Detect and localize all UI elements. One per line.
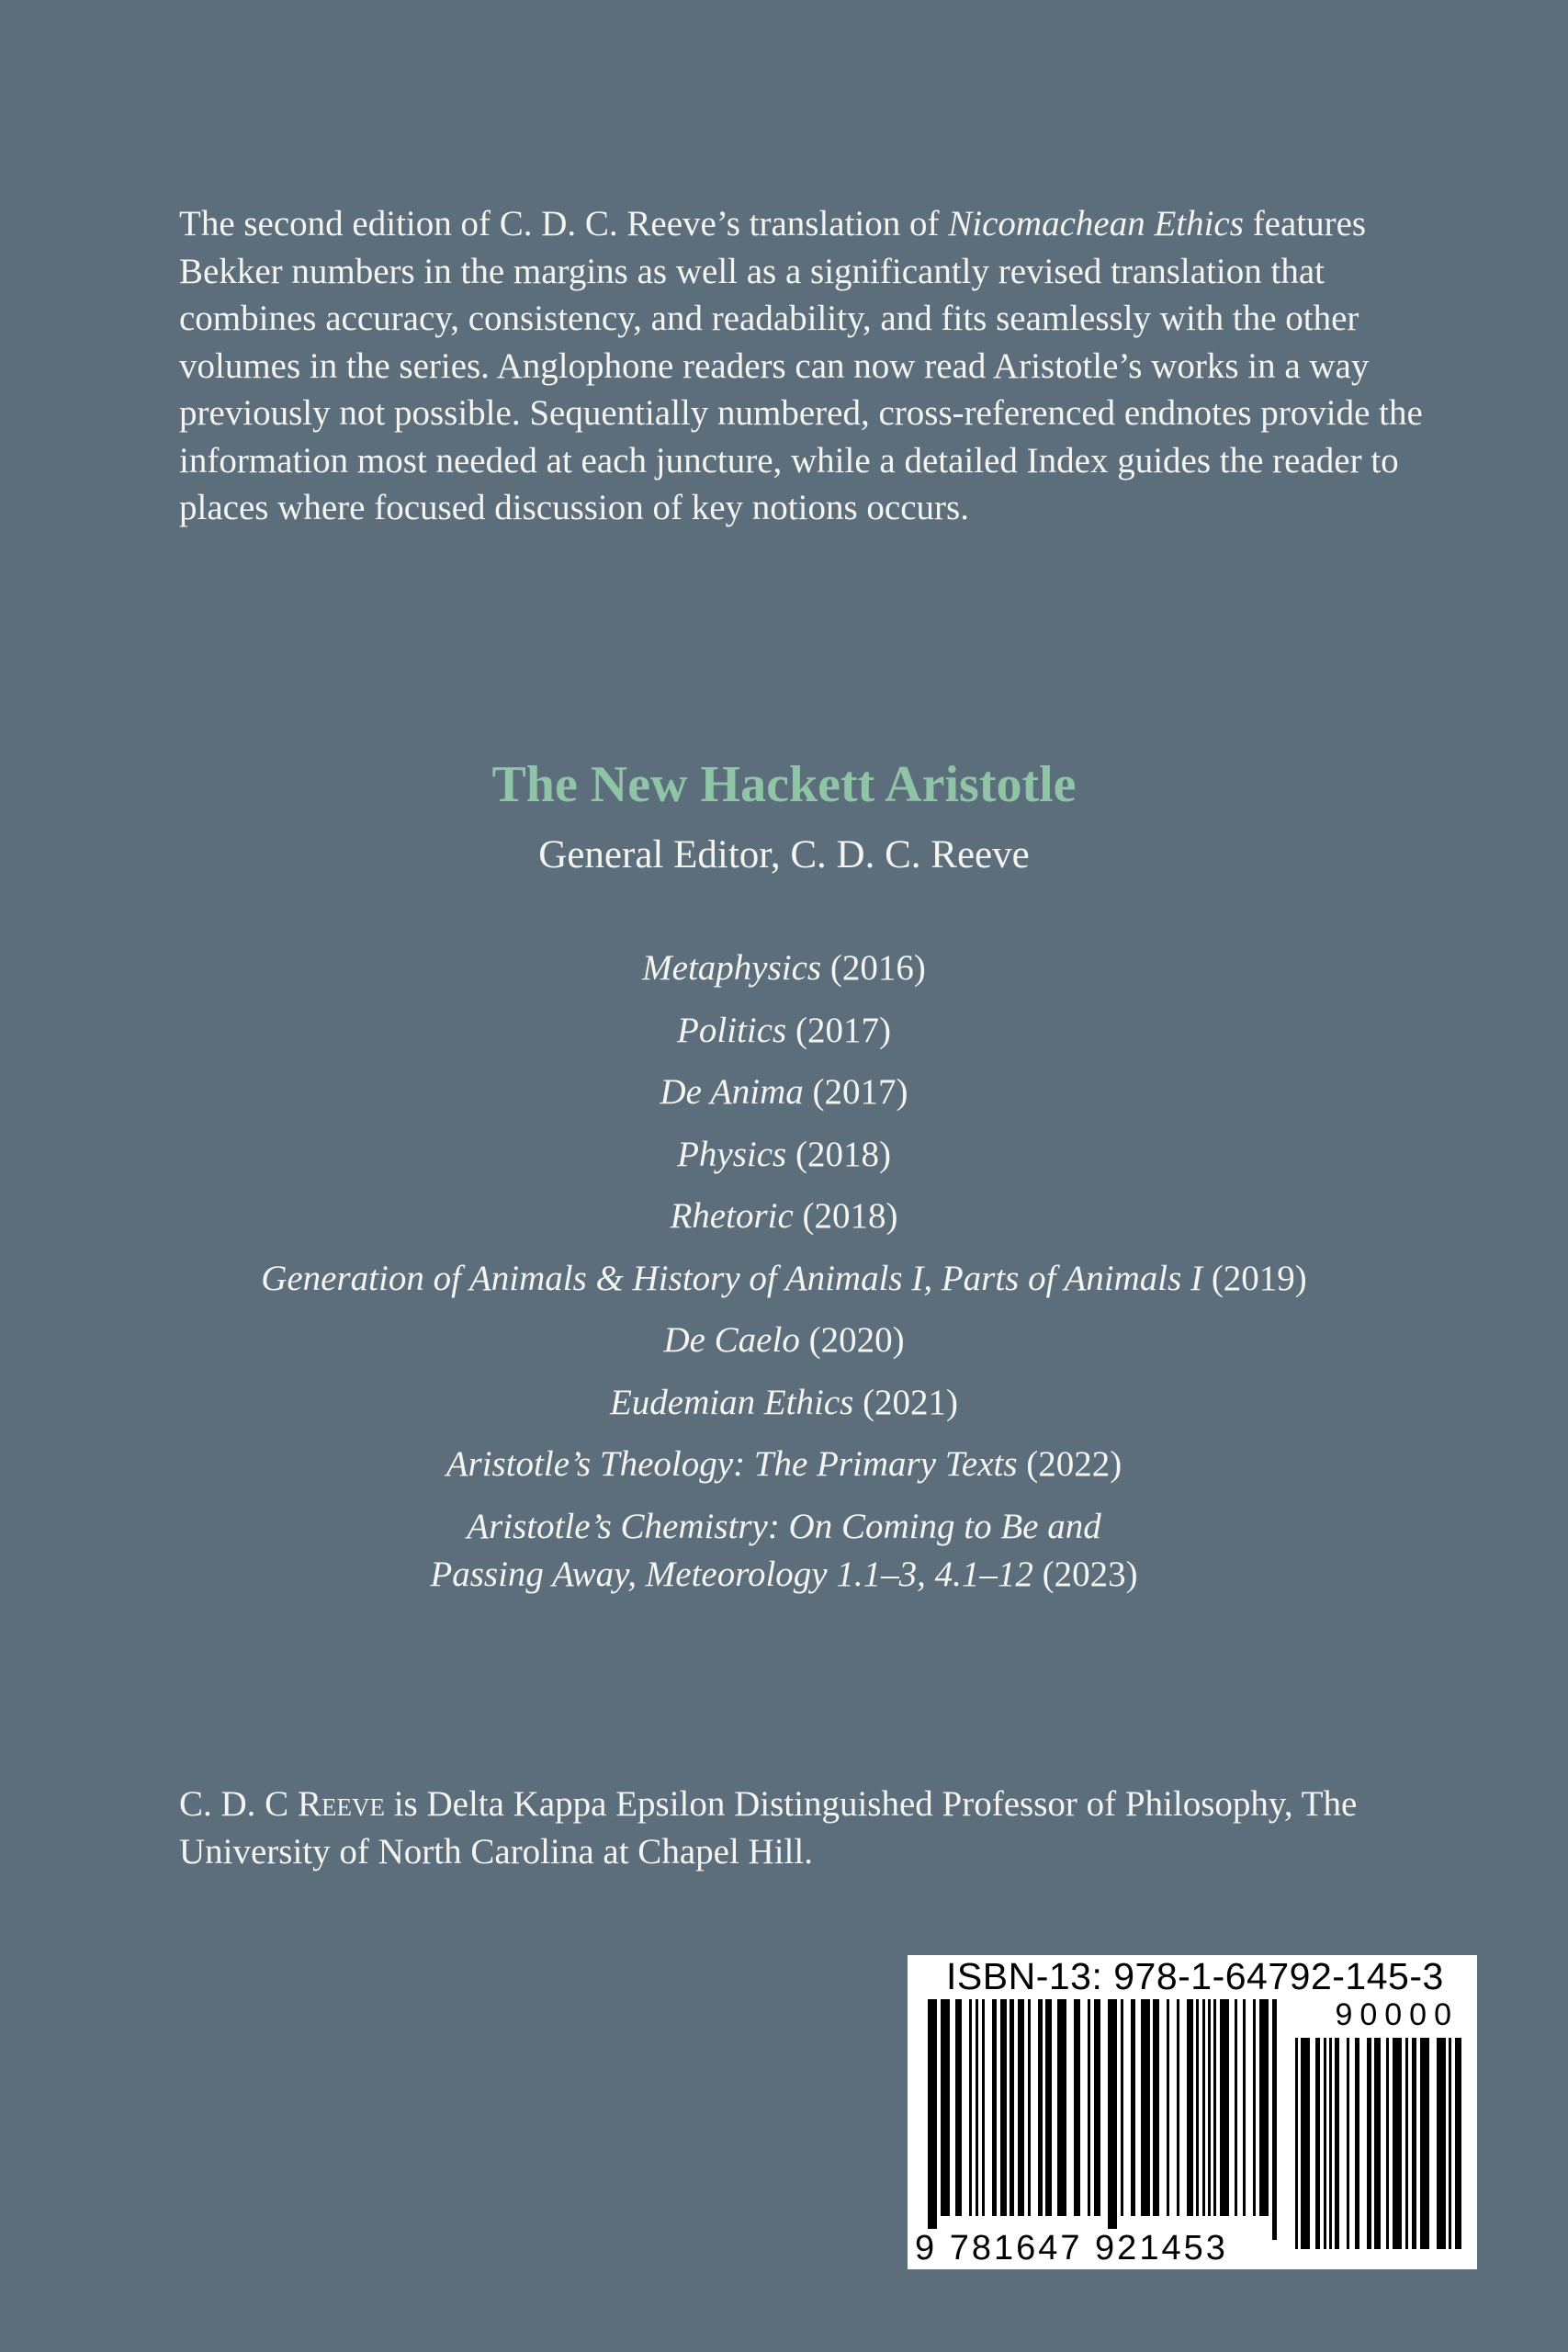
barcode-stripe [1177, 1999, 1179, 2216]
barcode-stripe [1108, 1999, 1117, 2240]
barcode-stripe [1412, 2038, 1416, 2249]
barcode-stripe [1315, 2038, 1320, 2249]
ean-digits [913, 2229, 1391, 2268]
volume-item [0, 1185, 1568, 1248]
barcode-stripe [1329, 2038, 1332, 2249]
barcode-stripe [1295, 2038, 1298, 2249]
barcode-stripe [928, 1999, 937, 2240]
barcode-stripe [1253, 1999, 1256, 2216]
barcode-stripe [1405, 2038, 1408, 2249]
volume-year: (2021) [863, 1382, 959, 1422]
volume-title: De Caelo [663, 1320, 800, 1360]
barcode-stripe [1088, 1999, 1090, 2216]
barcode-stripe [969, 1999, 972, 2216]
volume-title: Physics [677, 1134, 787, 1174]
barcode-stripe [1038, 1999, 1043, 2216]
barcode-stripe [1000, 1999, 1007, 2216]
barcode-stripe [1455, 2038, 1461, 2249]
author-surname: Reeve [297, 1784, 385, 1824]
barcode-stripe [1208, 1999, 1211, 2216]
barcode-stripe [1057, 1999, 1066, 2216]
volume-item [0, 937, 1568, 1000]
volume-item [0, 1503, 1568, 1599]
barcode-stripe [1355, 2038, 1359, 2249]
barcode-stripe [1187, 1999, 1193, 2216]
volume-year: (2022) [1026, 1444, 1122, 1484]
blurb-text-start: The second edition of C. D. C. Reeve’s translation of [179, 204, 949, 243]
barcode-stripe [1153, 1999, 1159, 2216]
barcode-stripe [1449, 2038, 1451, 2249]
volume-year: (2023) [1042, 1554, 1138, 1594]
blurb-book-title: Nicomachean Ethics [948, 204, 1244, 243]
volume-year: (2017) [795, 1010, 891, 1050]
barcode-stripe [1367, 2038, 1371, 2249]
barcode-stripe [1202, 1999, 1205, 2216]
barcode-stripe [1213, 1999, 1216, 2216]
blurb-text-end: features Bekker numbers in the margins as well as a significantly revised translation that combines accuracy, consistency, and readability, and fits seamlessly with the other volumes in the series. Anglophone readers can now read Aristotle’s works in a way previously not possible. Sequentially numbered, cross-referenced endnotes provide the information most needed at each juncture, while a detailed Index guides the reader to places where focused discussion of key notions occurs. [179, 204, 1423, 527]
barcode-stripe [1374, 2038, 1381, 2249]
barcode-stripe [941, 1999, 950, 2216]
barcode-stripe [1094, 1999, 1100, 2216]
volume-title: Eudemian Ethics [609, 1382, 854, 1422]
volume-item [0, 1433, 1568, 1496]
barcode-stripe [992, 1999, 997, 2216]
volume-year: (2017) [812, 1072, 908, 1112]
barcode-stripe [1220, 1999, 1229, 2216]
series-editor: General Editor, C. D. C. Reeve [538, 833, 1030, 876]
addon-bars [1293, 2038, 1468, 2249]
barcode-stripe [1028, 1999, 1031, 2216]
volume-title: Aristotle’s Chemistry: On Coming to Be and [467, 1506, 1101, 1546]
volume-title: Generation of Animals & History of Animals I, Parts of Animals I [261, 1258, 1203, 1298]
volume-year: (2019) [1211, 1258, 1307, 1298]
volume-item [0, 1124, 1568, 1186]
barcode-stripe [1347, 2038, 1349, 2249]
volume-item [0, 1248, 1568, 1310]
barcode-stripe [955, 1999, 962, 2216]
barcode-stripe [1335, 2038, 1339, 2249]
barcode-stripe [1386, 2038, 1389, 2249]
volume-year: (2020) [808, 1320, 905, 1360]
barcode-stripe [976, 1999, 978, 2216]
barcode-stripe [1121, 1999, 1123, 2216]
series-title: The New Hackett Aristotle [491, 756, 1077, 813]
barcode-stripe [1272, 1999, 1277, 2240]
isbn-text: ISBN-13: 978-1-64792-145-3 [946, 1955, 1444, 1997]
ean-digits-text: 9 781647 921453 [915, 2229, 1228, 2267]
barcode-stripe [1196, 1999, 1199, 2216]
barcode-stripe [1235, 1999, 1237, 2216]
author-bio [179, 1781, 1465, 1876]
barcode-stripe [1167, 1999, 1169, 2216]
barcode-stripe [1393, 2038, 1402, 2249]
author-bio-text: is Delta Kappa Epsilon Distinguished Professor of Philosophy, The University of North Carolina at Chapel Hill. [179, 1784, 1358, 1871]
volume-item [0, 1372, 1568, 1434]
price-code: 90000 [1335, 1997, 1459, 2032]
volume-year: (2018) [795, 1134, 891, 1174]
isbn-barcode [908, 1955, 1477, 2269]
barcode-stripe [1324, 2038, 1326, 2249]
barcode-stripe [982, 1999, 985, 2216]
back-cover-blurb [179, 200, 1447, 532]
volume-year: (2018) [802, 1196, 898, 1236]
author-name-prefix: C. D. C [179, 1784, 298, 1824]
volume-title: De Anima [660, 1072, 804, 1112]
barcode-stripe [1131, 1999, 1135, 2216]
volume-title-continued: Passing Away, Meteorology 1.1–3, 4.1–12 [430, 1554, 1033, 1594]
barcode-stripe [1259, 1999, 1269, 2216]
volume-item [0, 1061, 1568, 1124]
barcode-stripe [1437, 2038, 1446, 2249]
barcode-stripe [1045, 1999, 1052, 2216]
barcode-stripe [1010, 1999, 1014, 2216]
volume-item [0, 1000, 1568, 1062]
volume-title: Politics [677, 1010, 787, 1050]
volume-list [0, 937, 1568, 1599]
barcode-stripe [1074, 1999, 1080, 2216]
volume-title: Rhetoric [670, 1196, 794, 1236]
volume-year: (2016) [829, 948, 926, 988]
barcode-stripe [1420, 2038, 1429, 2249]
ean-bars [926, 1999, 1284, 2240]
barcode-stripe [1141, 1999, 1150, 2216]
volume-title: Aristotle’s Theology: The Primary Texts [446, 1444, 1018, 1484]
volume-title: Metaphysics [642, 948, 822, 988]
barcode-stripe [1301, 2038, 1310, 2249]
volume-item [0, 1309, 1568, 1372]
barcode-stripe [1018, 1999, 1024, 2216]
barcode-stripe [1243, 1999, 1246, 2216]
